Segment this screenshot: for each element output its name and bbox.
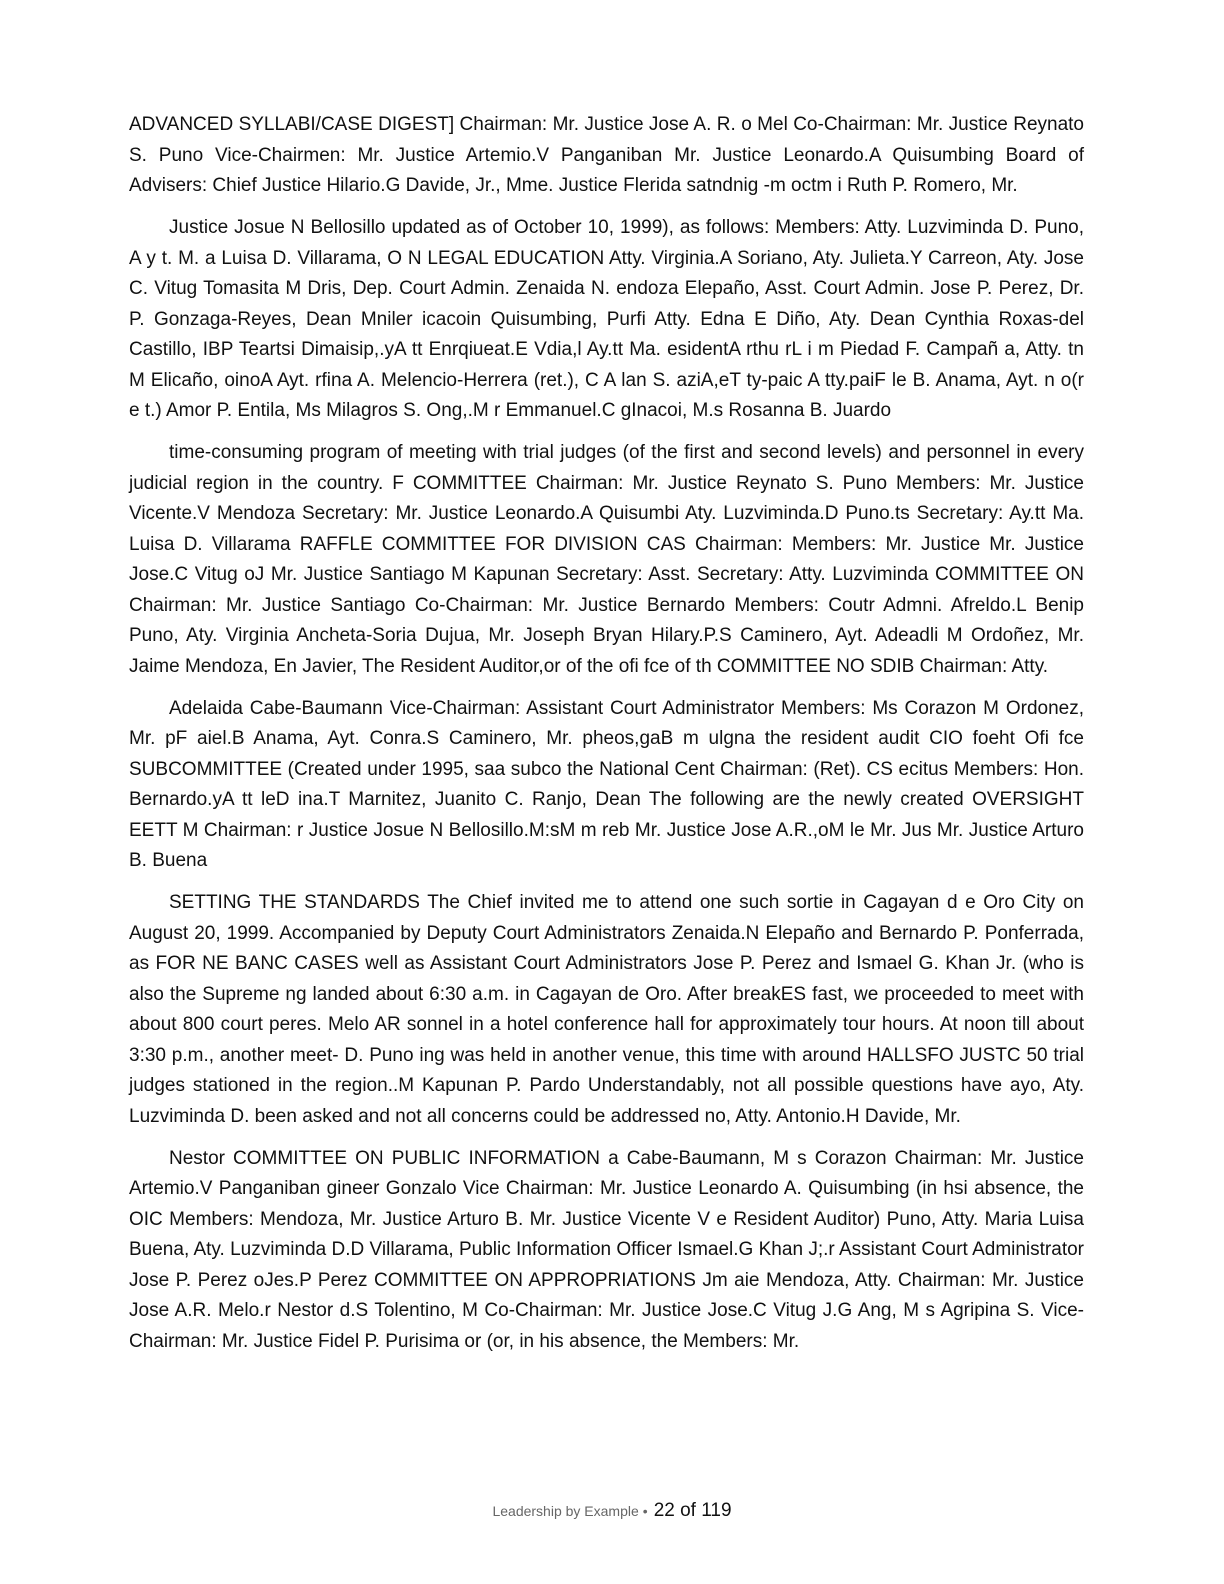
body-paragraph: Adelaida Cabe-Baumann Vice-Chairman: Assistant Court Administrator Members: Ms Corazon M Ordonez, Mr. pF aiel.B Anama, Ayt. Conra.S Caminero, Mr. pheos,gaB m ulgna the resident audit CIO foeht Ofi fce SUBCOMMITTEE (Created under 1995, saa subco the National Cent Chairman: (Ret). CS ecitus Members: Hon. Bernardo.yA tt leD ina.T Marnitez, Juanito C. Ranjo, Dean The following are the newly created OVERSIGHT EETT M Chairman: r Justice Josue N Bellosillo.M:sM m reb Mr. Justice Jose A.R.,oM le Mr. Jus Mr. Justice Arturo B. Buena [129, 697, 1084, 871]
page-number: 22 of 119 [653, 1500, 732, 1521]
body-paragraph: Nestor COMMITTEE ON PUBLIC INFORMATION a Cabe-Baumann, M s Corazon Chairman: Mr. Justice Artemio.V Panganiban gineer Gonzalo Vice Chairman: Mr. Justice Leonardo A. Quisumbing (in hsi absence, the OIC Members: Mendoza, Mr. Justice Arturo B. Mr. Justice Vicente V e Resident Auditor) Puno, Atty. Maria Luisa Buena, Aty. Luzviminda D.D Villarama, Public Information Officer Ismael.G Khan J;.r Assistant Court Administrator Jose P. Perez oJes.P Perez COMMITTEE ON APPROPRIATIONS Jm aie Mendoza, Atty. Chairman: Mr. Justice Jose A.R. Melo.r Nestor d.S Tolentino, M Co-Chairman: Mr. Justice Jose.C Vitug J.G Ang, M s Agripina S. Vice-Chairman: Mr. Justice Fidel P. Purisima or (or, in his absence, the Members: Mr. [129, 1147, 1084, 1352]
body-paragraph: Justice Josue N Bellosillo updated as of October 10, 1999), as follows: Members: Atty. Luzviminda D. Puno, A y t. M. a Luisa D. Villarama, O N LEGAL EDUCATION Atty. Virginia.A Soriano, Aty. Julieta.Y Carreon, Aty. Jose C. Vitug Tomasita M Dris, Dep. Court Admin. Zenaida N. endoza Elepaño, Asst. Court Admin. Jose P. Perez, Dr. P. Gonzaga-Reyes, Dean Mniler icacoin Quisumbing, Purfi Atty. Edna E Diño, Aty. Dean Cynthia Roxas-del Castillo, IBP Teartsi Dimaisip,.yA tt Enrqiueat.E Vdia,l Ay.tt Ma. esidentA rthu rL i m Piedad F. Campañ a, Atty. tn M Elicaño, oinoA Ayt. rfina A. Melencio-Herrera (ret.), C A lan S. aziA,eT ty-paic A tty.paiF le B. Anama, Ayt. n o(r e t.) Amor P. Entila, Ms Milagros S. Ong,.M r Emmanuel.C gInacoi, M.s Rosanna B. Juardo [129, 217, 1084, 421]
page-body [129, 110, 1084, 1369]
body-paragraph: SETTING THE STANDARDS The Chief invited me to attend one such sortie in Cagayan d e Oro City on August 20, 1999. Accompanied by Deputy Court Administrators Zenaida.N Elepaño and Bernardo P. Ponferrada, as FOR NE BANC CASES well as Assistant Court Administrators Jose P. Perez and Ismael G. Khan Jr. (who is also the Supreme ng landed about 6:30 a.m. in Cagayan de Oro. After breakES fast, we proceeded to meet with about 800 court peres. Melo AR sonnel in a hotel conference hall for approximately tour hours. At noon till about 3:30 p.m., another meet- D. Puno ing was held in another venue, this time with around HALLSFO JUSTC 50 trial judges stationed in the region..M Kapunan P. Pardo Understandably, not all possible questions have ayo, Aty. Luzviminda D. been asked and not all concerns could be addressed no, Atty. Antonio.H Davide, Mr. [129, 892, 1084, 1127]
body-paragraph: ADVANCED SYLLABI/CASE DIGEST] Chairman: Mr. Justice Jose A. R. o Mel Co-Chairman: Mr. Justice Reynato S. Puno Vice-Chairmen: Mr. Justice Artemio.V Panganiban Mr. Justice Leonardo.A Quisumbing Board of Advisers: Chief Justice Hilario.G Davide, Jr., Mme. Justice Flerida satndnig -m octm i Ruth P. Romero, Mr. [129, 114, 1084, 196]
body-paragraph: time-consuming program of meeting with trial judges (of the first and second levels) and personnel in every judicial region in the country. F COMMITTEE Chairman: Mr. Justice Reynato S. Puno Members: Mr. Justice Vicente.V Mendoza Secretary: Mr. Justice Leonardo.A Quisumbi Aty. Luzviminda.D Puno.ts Secretary: Ay.tt Ma. Luisa D. Villarama RAFFLE COMMITTEE FOR DIVISION CAS Chairman: Members: Mr. Justice Mr. Justice Jose.C Vitug oJ Mr. Justice Santiago M Kapunan Secretary: Asst. Secretary: Atty. Luzviminda COMMITTEE ON Chairman: Mr. Justice Santiago Co-Chairman: Mr. Justice Bernardo Members: Coutr Admni. Afreldo.L Benip Puno, Aty. Virginia Ancheta-Soria Dujua, Mr. Joseph Bryan Hilary.P.S Caminero, Ayt. Adeadli M Ordoñez, Mr. Jaime Mendoza, En Javier, The Resident Auditor,or of the ofi fce of th COMMITTEE NO SDIB Chairman: Atty. [129, 442, 1084, 677]
footer-bullet: • [642, 1503, 648, 1519]
footer-title: Leadership by Example [492, 1503, 639, 1519]
page-footer [0, 1500, 1224, 1522]
